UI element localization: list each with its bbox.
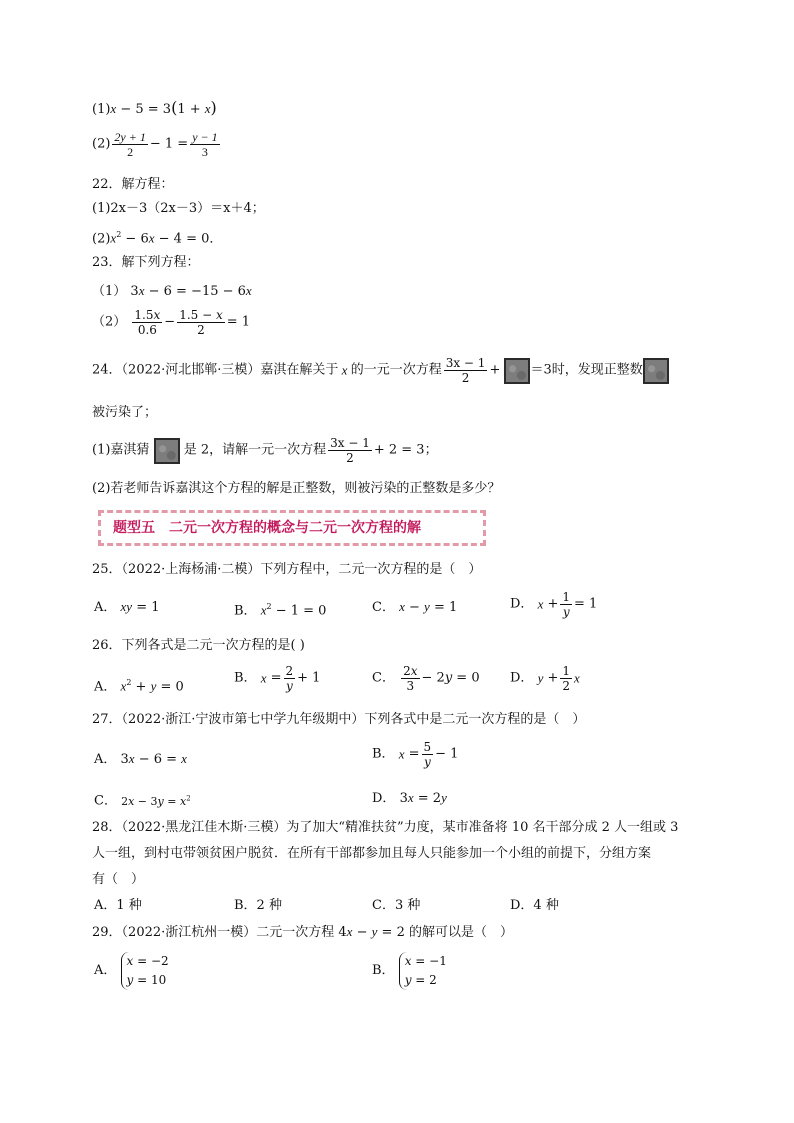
equation-system: x = −1 y = 2: [399, 952, 447, 990]
fraction: $\frac{1.5 - x}{2}$: [179, 308, 223, 337]
q28-line3: 有（ ）: [92, 872, 145, 887]
q28-line1: 28．（2022·黑龙江佳木斯·三模）为了加大“精准扶贫”力度，某市准备将 10 名干部分成 2 人一组或 3: [92, 820, 679, 835]
smudge-blot: [504, 358, 530, 384]
q29-head: 29．（2022·浙江杭州一模）二元一次方程 4x − y = 2 的解可以是（ ）: [92, 924, 513, 940]
fraction: $\frac{5}{y}$: [423, 740, 432, 769]
q22-part1: (1)2x－3（2x－3）＝x＋4；: [92, 201, 265, 216]
q27-option-a: A． 3x − 6 = x: [94, 751, 187, 767]
q24-part1: (1)嘉淇猜 是 2，请解一元一次方程 $\frac{3x - 1}{2}$ + 2 = 3；: [92, 436, 438, 465]
fraction: $\frac{2y + 1}{2}$: [114, 130, 146, 159]
q24-head: 24．（2022·河北邯郸·三模）嘉淇在解关于 x 的一元一次方程 $\frac{3x - 1}{2}$ + ＝3时，发现正整数: [92, 356, 669, 385]
q26-option-b: B． x = $\frac{2}{y}$ + 1: [234, 664, 321, 693]
q26-option-d: D． y + $\frac{1}{2}$ x: [510, 664, 580, 693]
q26-head: 26．下列各式是二元一次方程的是( ): [92, 638, 305, 653]
q28-option-c: C．3 种: [372, 898, 421, 913]
q28-line2: 人一组，到村屯带领贫困户脱贫．在所有干部都参加且每人只能参加一个小组的前提下，分组方案: [92, 846, 652, 861]
q21-eq1: x: [110, 101, 117, 116]
fraction: $\frac{3x - 1}{2}$: [445, 356, 486, 385]
fraction: $\frac{1}{2}$: [562, 664, 571, 693]
q25-option-a: A． xy = 1: [94, 599, 160, 615]
q25-option-b: B． $x^2 - 1 = 0$: [234, 602, 327, 619]
q21-part2: (2) $\frac{2y + 1}{2}$ − 1 = $\frac{y - 1}{3}$: [92, 130, 218, 159]
q23-part1: （1） 3x − 6 = −15 − 6x: [92, 283, 252, 299]
smudge-blot: [643, 358, 669, 384]
q28-option-b: B．2 种: [234, 898, 282, 913]
q29-option-a: A． x = −2 y = 10: [94, 952, 169, 990]
fraction: $\frac{1.5x}{0.6}$: [134, 308, 161, 337]
q29-option-b: B． x = −1 y = 2: [372, 952, 447, 990]
fraction: $\frac{2}{y}$: [285, 664, 294, 693]
q25-head: 25．（2022·上海杨浦·二模）下列方程中，二元一次方程的是（ ）: [92, 562, 482, 577]
q24-part2: (2)若老师告诉嘉淇这个方程的解是正整数，则被污染的正整数是多少？: [92, 481, 501, 496]
q26-option-c: C． $\frac{2x}{3}$ − 2y = 0: [372, 664, 480, 693]
smudge-blot: [154, 438, 180, 464]
q26-option-a: A． $x^2 + y = 0$: [94, 678, 184, 695]
q22-part2: $(2)x^2 - 6x - 4 = 0$．: [92, 230, 223, 247]
q27-option-d: D． 3x = 2y: [372, 790, 447, 806]
fraction: $\frac{3x - 1}{2}$: [330, 436, 370, 465]
q23-part2: （2） $\frac{1.5x}{0.6}$ − $\frac{1.5 - x}{2}$ = 1: [92, 308, 251, 337]
fraction: $\frac{2x}{3}$: [403, 664, 418, 693]
section-header: 题型五 二元一次方程的概念与二元一次方程的解: [98, 510, 486, 546]
q24-head-cont: 被污染了；: [92, 405, 158, 420]
q21-part1: (1)x − 5 = 3(1 + x): [92, 98, 217, 117]
q27-head: 27．（2022·浙江·宁波市第七中学九年级期中）下列各式中是二元一次方程的是（ ）: [92, 712, 586, 727]
fraction: $\frac{1}{y}$: [562, 590, 571, 619]
equation-system: x = −2 y = 10: [121, 952, 169, 990]
q28-option-d: D．4 种: [510, 898, 559, 913]
q23-head: 23．解下列方程：: [92, 255, 200, 270]
q27-option-c: C． $2x - 3y = x^2$: [94, 793, 191, 809]
q28-option-a: A．1 种: [94, 898, 142, 913]
q25-option-d: D． x + $\frac{1}{y}$ = 1: [510, 590, 598, 619]
q22-head: 22．解方程：: [92, 177, 174, 192]
fraction: $\frac{y - 1}{3}$: [192, 130, 218, 159]
q25-option-c: C． x − y = 1: [372, 599, 458, 615]
q27-option-b: B． x = $\frac{5}{y}$ − 1: [372, 740, 459, 769]
